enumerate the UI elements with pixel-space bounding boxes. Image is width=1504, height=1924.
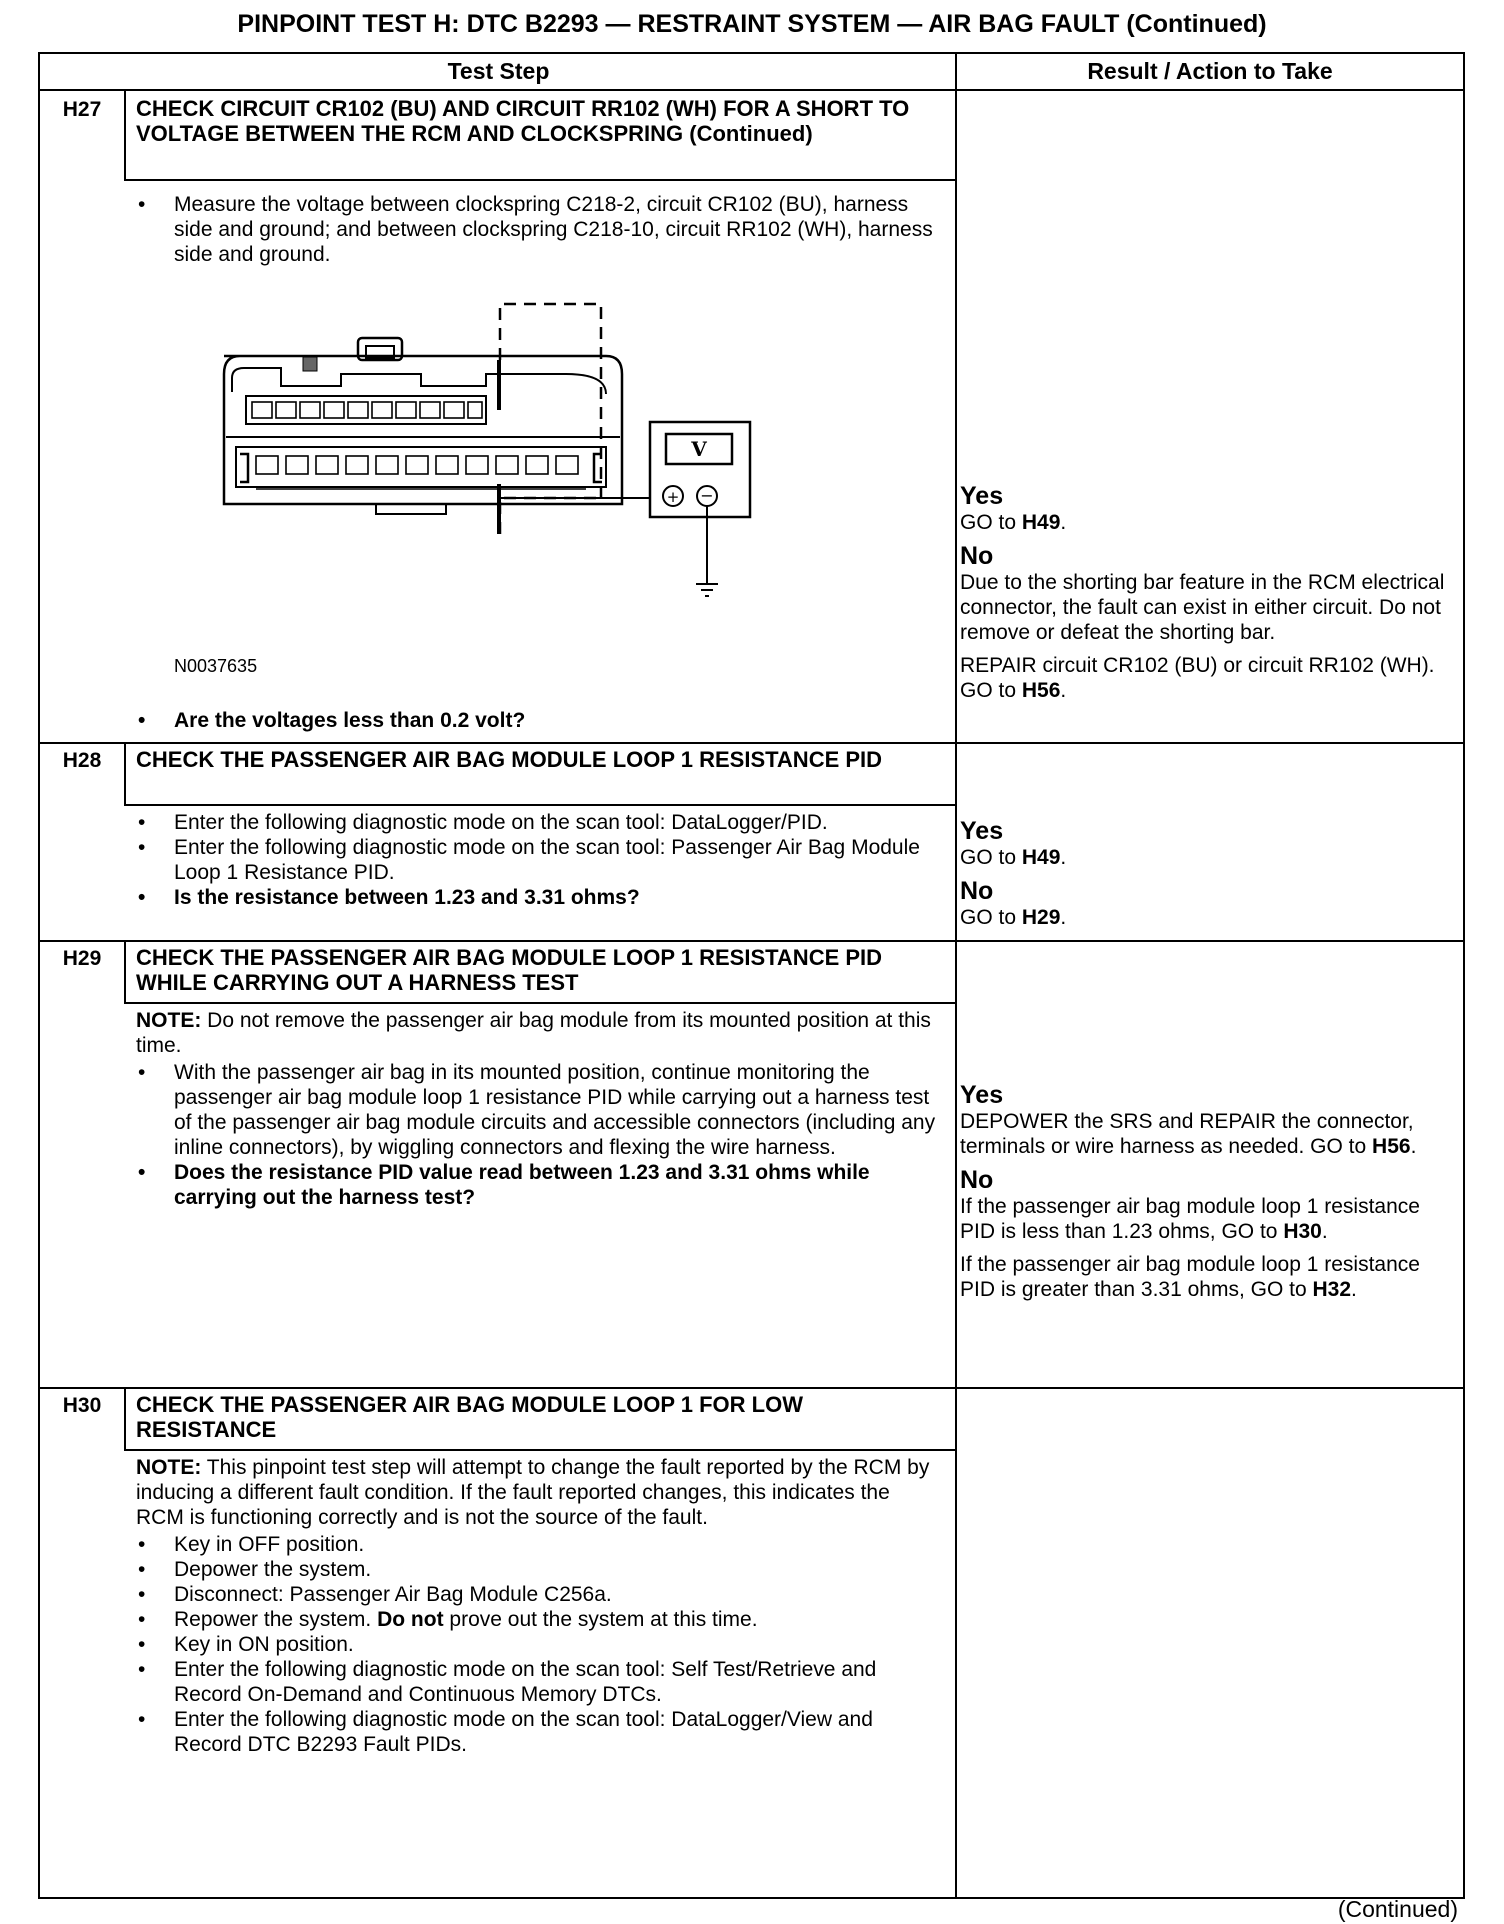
- result-text: .: [1351, 1278, 1357, 1301]
- column-divider: [955, 54, 957, 1897]
- list-item: • Repower the system. Do not prove out the system at this time.: [136, 1607, 936, 1632]
- goto-link[interactable]: H29: [1021, 906, 1061, 929]
- list-item: • Enter the following diagnostic mode on the scan tool: Passenger Air Bag Module Loop 1 Resistance PID.: [136, 835, 936, 885]
- id-divider: [124, 744, 126, 806]
- terminal-cavities-top: [252, 402, 482, 418]
- lock-left: [240, 454, 248, 482]
- step-title-h30: CHECK THE PASSENGER AIR BAG MODULE LOOP 1 FOR LOW RESISTANCE: [136, 1392, 803, 1442]
- step-body-h30: [136, 1455, 936, 1757]
- note-text: This pinpoint test step will attempt to change the fault reported by the RCM by inducing a different fault condition. If the fault reported changes, this indicates the RCM is functioning correctly and is not the source of the fault.: [136, 1456, 930, 1529]
- column-header-test-step: Test Step: [40, 54, 957, 91]
- continued-footer: (Continued): [1337, 1896, 1458, 1922]
- goto-link[interactable]: H49: [1021, 846, 1061, 869]
- list-item: • Disconnect: Passenger Air Bag Module C256a.: [136, 1582, 936, 1607]
- result-text: .: [1060, 846, 1067, 869]
- yes-label: Yes: [960, 817, 1004, 845]
- result-text: If the passenger air bag module loop 1 resistance PID is greater than 3.31 ohms, GO to: [960, 1253, 1420, 1301]
- result-text: DEPOWER the SRS and REPAIR the connector, terminals or wire harness as needed. GO to: [960, 1110, 1414, 1158]
- no-label: No: [960, 1166, 994, 1194]
- yes-label: Yes: [960, 482, 1004, 510]
- result-h28: [960, 812, 1460, 938]
- step-title-h28: CHECK THE PASSENGER AIR BAG MODULE LOOP 1 RESISTANCE PID: [136, 747, 883, 772]
- terminal-cavities-bottom: [256, 456, 578, 474]
- key-mark: [303, 357, 317, 371]
- result-text: GO to: [960, 906, 1022, 929]
- figure-id: N0037635: [174, 656, 258, 676]
- result-text: Due to the shorting bar feature in the RCM electrical connector, the fault can exist in either circuit. Do not remove or defeat the shorting bar.: [960, 571, 1445, 644]
- note-label: NOTE:: [136, 1456, 202, 1479]
- title-underline: [124, 1002, 956, 1004]
- step-id-h27: H27: [62, 98, 102, 121]
- result-text: .: [1321, 1220, 1328, 1243]
- result-text: .: [1060, 511, 1067, 534]
- list-item: • Key in OFF position.: [136, 1532, 936, 1557]
- note-label: NOTE:: [136, 1009, 202, 1032]
- title-underline: [124, 179, 956, 181]
- list-item: • Enter the following diagnostic mode on the scan tool: DataLogger/PID.: [136, 810, 936, 835]
- goto-link[interactable]: H56: [1372, 1135, 1411, 1158]
- result-text: .: [1410, 1135, 1417, 1158]
- result-h27: [960, 477, 1460, 711]
- page-title: PINPOINT TEST H: DTC B2293 — RESTRAINT SYSTEM — AIR BAG FAULT (Continued): [237, 10, 1267, 38]
- list-item: • Enter the following diagnostic mode on the scan tool: DataLogger/View and Record DTC B2293 Fault PIDs.: [136, 1707, 936, 1757]
- title-underline: [124, 804, 956, 806]
- list-item: • Key in ON position.: [136, 1632, 936, 1657]
- step-body-h29: [136, 1008, 936, 1210]
- id-divider: [124, 91, 126, 181]
- note-text: Do not remove the passenger air bag module from its mounted position at this time.: [136, 1009, 931, 1057]
- id-divider: [124, 942, 126, 1004]
- terminal-row-top: [246, 396, 486, 424]
- yes-label: Yes: [960, 1081, 1004, 1109]
- step-body-h28: [136, 810, 936, 910]
- connector-outline: [224, 356, 622, 504]
- goto-link[interactable]: H49: [1021, 511, 1061, 534]
- goto-link[interactable]: H56: [1021, 679, 1061, 702]
- result-text: .: [1060, 679, 1067, 702]
- list-item: • Depower the system.: [136, 1557, 936, 1582]
- bottom-tab: [376, 504, 446, 514]
- step-body-h27: [136, 192, 936, 267]
- list-item: • Does the resistance PID value read between 1.23 and 3.31 ohms while carrying out the harness test?: [136, 1160, 936, 1210]
- goto-link[interactable]: H32: [1312, 1278, 1352, 1301]
- id-divider: [124, 1389, 126, 1451]
- dashed-leads: [500, 304, 601, 534]
- clockspring-voltage-diagram: [136, 294, 816, 674]
- minus-sign: −: [700, 486, 714, 505]
- result-text: GO to: [960, 511, 1022, 534]
- result-text: GO to: [960, 846, 1022, 869]
- terminal-row-bottom: [236, 447, 606, 487]
- step-question-h27: [136, 708, 936, 733]
- step-id-h29: H29: [62, 947, 102, 970]
- meter-label: V: [691, 437, 707, 461]
- connector-inner-contour: [232, 368, 606, 394]
- list-item: • Enter the following diagnostic mode on the scan tool: Self Test/Retrieve and Record On-Demand and Continuous Memory DTCs.: [136, 1657, 936, 1707]
- list-item: • Is the resistance between 1.23 and 3.31 ohms?: [136, 885, 936, 910]
- step-title-h29: CHECK THE PASSENGER AIR BAG MODULE LOOP 1 RESISTANCE PID WHILE CARRYING OUT A HARNESS TEST: [136, 945, 883, 995]
- list-item: • With the passenger air bag in its mounted position, continue monitoring the passenger air bag module loop 1 resistance PID while carrying out a harness test of the passenger air bag module circuits and accessible connectors (including any inline connectors), by wiggling connectors and flexing the wire harness.: [136, 1060, 936, 1160]
- plus-sign: +: [666, 488, 680, 506]
- result-text: If the passenger air bag module loop 1 resistance PID is less than 1.23 ohms, GO to: [960, 1195, 1420, 1243]
- row-separator: [40, 742, 1463, 744]
- list-item: • Measure the voltage between clockspring C218-2, circuit CR102 (BU), harness side and ground; and between clockspring C218-10, circuit RR102 (WH), harness side and ground.: [136, 192, 936, 267]
- row-separator: [40, 1387, 1463, 1389]
- result-text: .: [1060, 906, 1067, 929]
- column-header-result: Result / Action to Take: [957, 54, 1463, 91]
- list-item: • Are the voltages less than 0.2 volt?: [136, 708, 936, 733]
- result-text: REPAIR circuit CR102 (BU) or circuit RR102 (WH). GO to: [960, 654, 1435, 702]
- title-underline: [124, 1449, 956, 1451]
- step-id-h30: H30: [62, 1394, 102, 1417]
- step-id-h28: H28: [62, 749, 102, 772]
- step-title-h27: CHECK CIRCUIT CR102 (BU) AND CIRCUIT RR102 (WH) FOR A SHORT TO VOLTAGE BETWEEN THE RCM AND CLOCKSPRING (Continued): [136, 96, 910, 146]
- no-label: No: [960, 877, 994, 905]
- goto-link[interactable]: H30: [1283, 1220, 1322, 1243]
- result-h29: [960, 1076, 1460, 1310]
- pinpoint-test-table: [38, 52, 1465, 1899]
- row-separator: [40, 940, 1463, 942]
- no-label: No: [960, 542, 994, 570]
